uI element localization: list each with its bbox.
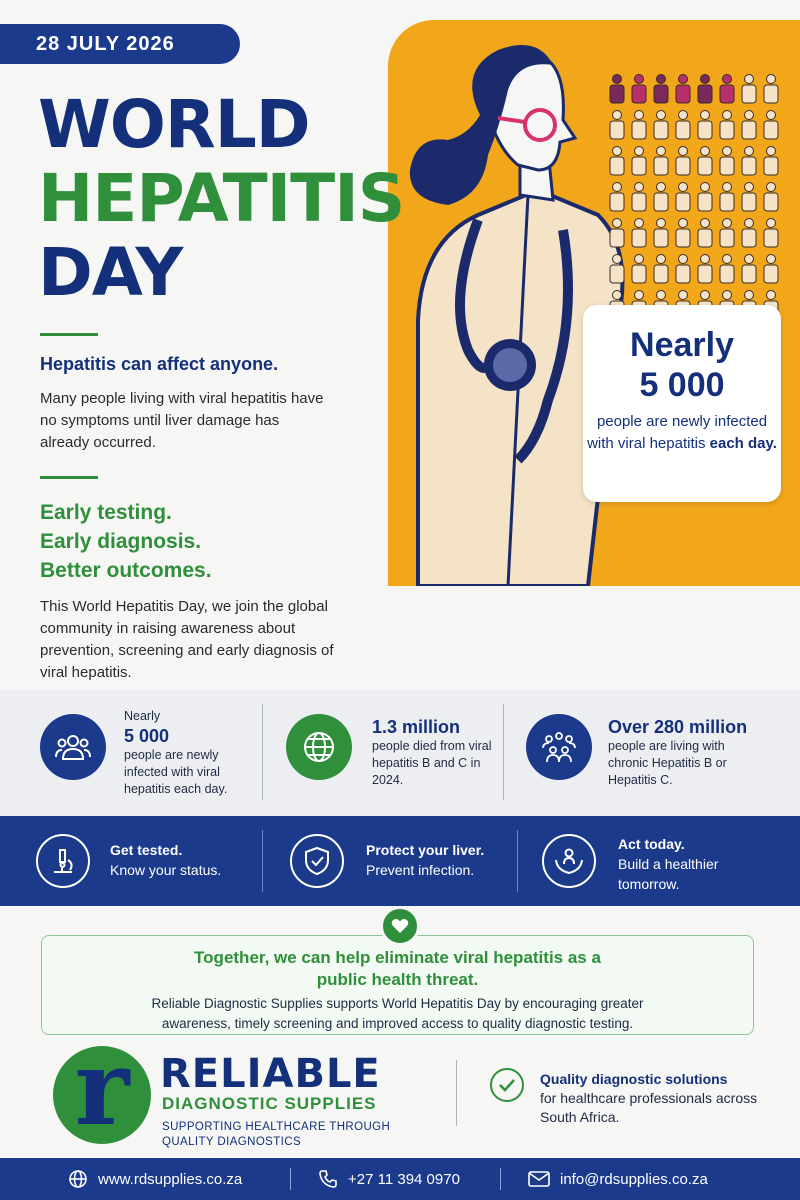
microscope-icon — [36, 834, 90, 888]
quality-text: for healthcare professionals across South Africa. — [540, 1090, 758, 1125]
logo-letter: r — [74, 1046, 130, 1144]
person-figure — [610, 183, 624, 212]
person-figure — [676, 255, 690, 284]
person-figure — [764, 111, 778, 140]
person-figure — [742, 147, 756, 176]
date-badge — [0, 24, 240, 64]
actions-band — [0, 816, 800, 906]
action-text: Know your status. — [110, 862, 222, 878]
person-figure — [720, 147, 734, 176]
person-figure — [720, 183, 734, 212]
stat-number: Over 280 million — [608, 717, 748, 737]
callout-text-main: people are newly infected with viral hepatitis — [587, 413, 768, 452]
divider — [262, 830, 263, 892]
stat-text: people are living with chronic Hepatitis B or Hepatitis C. — [608, 739, 727, 787]
person-figure — [742, 219, 756, 248]
person-figure — [676, 183, 690, 212]
globe-icon — [68, 1169, 88, 1189]
divider — [503, 704, 504, 800]
stats-band — [0, 690, 800, 816]
heart-icon — [380, 906, 420, 946]
action-title: Protect your liver. — [366, 842, 485, 858]
person-figure — [742, 183, 756, 212]
quality-bold: Quality diagnostic solutions — [540, 1071, 728, 1087]
person-figure — [764, 255, 778, 284]
date-text: 28 JULY 2026 — [36, 32, 175, 55]
intro-body: Many people living with viral hepatitis have no symptoms until liver damage has already occurred. — [40, 390, 324, 451]
person-figure — [632, 75, 646, 104]
person-figure — [654, 75, 668, 104]
person-figure — [720, 75, 734, 104]
person-figure — [764, 147, 778, 176]
hands-person-icon — [542, 834, 596, 888]
person-figure — [764, 183, 778, 212]
callout-line: Nearly — [630, 326, 734, 364]
person-figure — [676, 147, 690, 176]
title-line-world: WORLD — [38, 86, 310, 163]
person-figure — [764, 219, 778, 248]
stat-item — [608, 716, 788, 789]
person-figure — [610, 111, 624, 140]
stat-item — [124, 708, 254, 798]
divider — [290, 1168, 291, 1190]
crowd-icon — [526, 714, 592, 780]
person-figure — [610, 219, 624, 248]
person-figure — [610, 255, 624, 284]
action-text: Build a healthier tomorrow. — [618, 856, 719, 892]
stat-text: people died from viral hepatitis B and C in 2024. — [372, 739, 492, 787]
action-item — [110, 840, 250, 880]
person-figure — [632, 147, 646, 176]
title-line-hepatitis: HEPATITIS — [38, 160, 405, 237]
footer-email[interactable] — [528, 1158, 708, 1200]
divider — [500, 1168, 501, 1190]
footer-website[interactable] — [68, 1158, 242, 1200]
title-line-day: DAY — [38, 234, 183, 311]
person-figure — [654, 183, 668, 212]
person-figure — [720, 255, 734, 284]
action-item — [618, 834, 738, 894]
person-figure — [676, 75, 690, 104]
callout-number: 5 000 — [639, 366, 725, 404]
slogan-line: Early testing. — [40, 501, 172, 524]
phone-link[interactable]: +27 11 394 0970 — [348, 1170, 460, 1188]
page-title — [38, 86, 405, 314]
person-figure — [632, 255, 646, 284]
footer — [0, 1158, 800, 1200]
together-box — [41, 935, 754, 1035]
callout-emphasis: each day. — [709, 435, 777, 452]
check-icon — [490, 1068, 524, 1102]
person-figure — [676, 219, 690, 248]
person-figure — [698, 255, 712, 284]
shield-check-icon — [290, 834, 344, 888]
mail-icon — [528, 1171, 550, 1187]
stat-item — [372, 716, 502, 789]
person-figure — [698, 111, 712, 140]
person-figure — [698, 183, 712, 212]
brand-subname: DIAGNOSTIC SUPPLIES — [162, 1094, 377, 1113]
person-figure — [654, 111, 668, 140]
stat-callout — [583, 305, 781, 502]
divider — [40, 333, 98, 336]
person-figure — [742, 75, 756, 104]
action-item — [366, 840, 516, 880]
person-figure — [610, 147, 624, 176]
email-link[interactable]: info@rdsupplies.co.za — [560, 1170, 708, 1188]
divider — [456, 1060, 457, 1126]
person-figure — [632, 183, 646, 212]
website-link[interactable]: www.rdsupplies.co.za — [98, 1170, 243, 1188]
divider — [262, 704, 263, 800]
intro-lead: Hepatitis can affect anyone. — [40, 354, 279, 374]
person-figure — [654, 255, 668, 284]
person-figure — [676, 111, 690, 140]
slogan-line: Better outcomes. — [40, 559, 212, 582]
person-figure — [742, 111, 756, 140]
divider — [40, 476, 98, 479]
action-text: Prevent infection. — [366, 862, 475, 878]
stat-number: 1.3 million — [372, 717, 461, 737]
footer-phone[interactable] — [318, 1158, 460, 1200]
callout-text — [583, 411, 781, 455]
divider — [517, 830, 518, 892]
person-figure — [632, 111, 646, 140]
person-figure — [654, 147, 668, 176]
slogan-body: This World Hepatitis Day, we join the global community in raising awareness about prevention, screening and early diagnosis of viral hepatitis. — [40, 598, 334, 681]
person-figure — [610, 75, 624, 104]
slogan — [40, 498, 212, 585]
together-body: Reliable Diagnostic Supplies supports World Hepatitis Day by encouraging greater awareness, timely screening and improved access to quality diagnostic testing. — [151, 996, 644, 1031]
person-figure — [698, 219, 712, 248]
brand-name: RELIABLE — [160, 1051, 381, 1097]
stat-number: 5 000 — [124, 726, 170, 746]
phone-icon — [318, 1169, 338, 1189]
brand-logo — [53, 1046, 151, 1144]
globe-icon — [286, 714, 352, 780]
stat-text: people are newly infected with viral hepatitis each day. — [124, 748, 228, 796]
person-figure — [720, 219, 734, 248]
brand-tagline: SUPPORTING HEALTHCARE THROUGH QUALITY DIAGNOSTICS — [162, 1121, 391, 1148]
stat-pre: Nearly — [124, 709, 161, 723]
person-figure — [742, 255, 756, 284]
person-figure — [654, 219, 668, 248]
together-heading: Together, we can help eliminate viral hepatitis as a public health threat. — [194, 948, 601, 989]
quality-statement — [540, 1070, 760, 1127]
person-figure — [764, 75, 778, 104]
person-figure — [698, 147, 712, 176]
action-title: Get tested. — [110, 842, 183, 858]
action-title: Act today. — [618, 836, 685, 852]
people-icon — [40, 714, 106, 780]
slogan-line: Early diagnosis. — [40, 530, 202, 553]
person-figure — [720, 111, 734, 140]
person-figure — [632, 219, 646, 248]
person-figure — [698, 75, 712, 104]
